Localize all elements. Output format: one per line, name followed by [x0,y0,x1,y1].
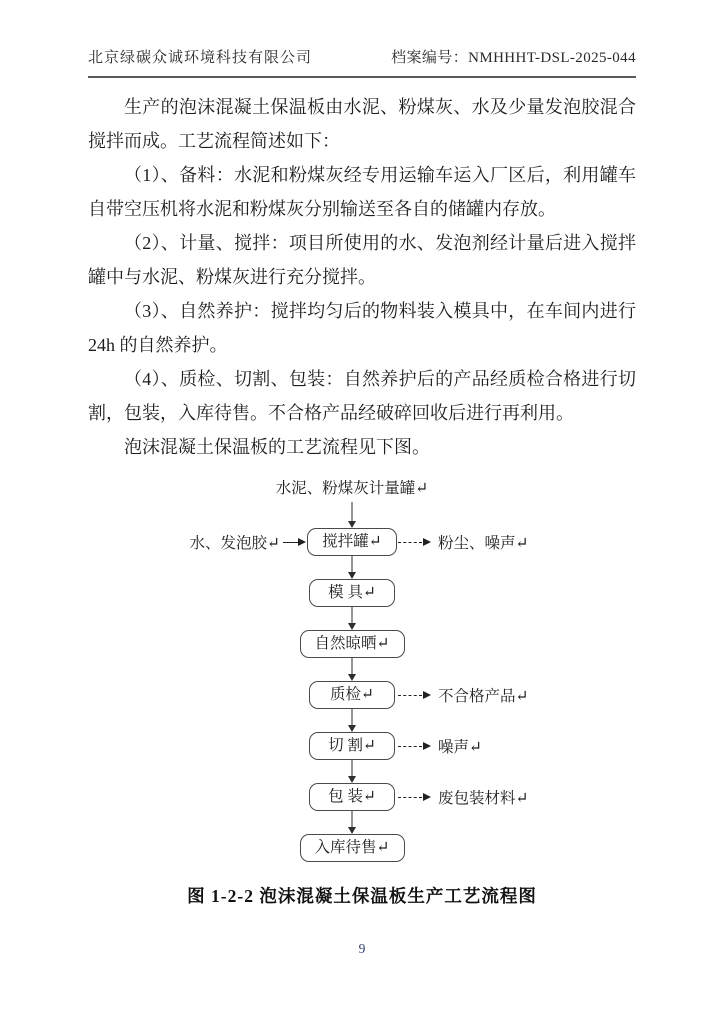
flowchart-row-cutting [309,732,482,760]
arrow-down-icon [346,811,358,834]
body-paragraph: 生产的泡沫混凝土保温板由水泥、粉煤灰、水及少量发泡胶混合搅拌而成。工艺流程简述如下： [88,97,636,151]
flowchart-box-packaging: 包 装↵ [309,783,395,811]
flowchart-box-mixing-tank: 搅拌罐↵ [307,528,397,556]
emission-label: 不合格产品↵ [438,688,529,705]
body-paragraph: （2）、计量、搅拌：项目所使用的水、发泡剂经计量后进入搅拌罐中与水泥、粉煤灰进行充分搅拌。 [88,233,636,287]
dashed-arrow-line [398,695,422,696]
dashed-arrow-line [398,797,422,798]
arrow-right-line [283,542,298,543]
emission-label: 噪声↵ [438,739,482,756]
flowchart-box-quality-check: 质检↵ [309,681,395,709]
emission-label: 废包装材料↵ [438,790,529,807]
page-number: 9 [358,941,366,956]
flowchart-row-storage [300,834,405,862]
input-label: 水、发泡胶↵ [189,535,280,552]
arrow-down-icon [346,502,358,528]
arrow-right-icon [423,742,431,750]
emission-label: 粉尘、噪声↵ [438,535,529,552]
flowchart-row-mould [309,579,395,607]
arrow-down-icon [346,607,358,630]
company-name: 北京绿碳众诚环境科技有限公司 [88,50,313,66]
dashed-arrow-line [398,746,422,747]
arrow-down-icon [346,658,358,681]
body-paragraph: （1）、备料：水泥和粉煤灰经专用运输车运入厂区后，利用罐车自带空压机将水泥和粉煤灰分别输送至各自的储罐内存放。 [88,165,636,219]
arrow-down-icon [346,709,358,732]
flowchart-emission [398,735,482,757]
flowchart-row-packaging [309,783,529,811]
flowchart-row-natural-drying [300,630,405,658]
archive-number: 档案编号：NMHHHT-DSL-2025-044 [391,50,636,66]
arrow-right-icon [298,538,306,546]
process-flowchart [162,479,542,862]
dashed-arrow-line [398,542,422,543]
flowchart-box-mould: 模 具↵ [309,579,395,607]
arrow-down-icon [346,556,358,579]
flowchart-box-natural-drying: 自然晾晒↵ [300,630,405,658]
flowchart-row-quality-check [309,681,529,709]
document-body [88,90,636,464]
arrow-down-icon [346,760,358,783]
figure-caption: 图 1-2-2 泡沫混凝土保温板生产工艺流程图 [187,886,537,906]
flowchart-box-cutting: 切 割↵ [309,732,395,760]
flowchart-row-mixing [189,528,529,556]
flowchart-input [190,531,307,553]
flowchart-emission [398,786,529,808]
arrow-right-icon [423,691,431,699]
flowchart-box-storage: 入库待售↵ [300,834,405,862]
flowchart-emission [398,531,529,553]
arrow-right-icon [423,538,431,546]
flowchart-emission [398,684,529,706]
page-header [88,46,636,78]
body-paragraph: 泡沫混凝土保温板的工艺流程见下图。 [124,437,430,457]
body-paragraph: （4）、质检、切割、包装：自然养护后的产品经质检合格进行切割，包装，入库待售。不合格产品经破碎回收后进行再利用。 [88,369,636,423]
arrow-right-icon [423,793,431,801]
body-paragraph: （3）、自然养护：搅拌均匀后的物料装入模具中，在车间内进行 24h 的自然养护。 [88,301,636,355]
flowchart-source-label: 水泥、粉煤灰计量罐↵ [275,480,429,497]
